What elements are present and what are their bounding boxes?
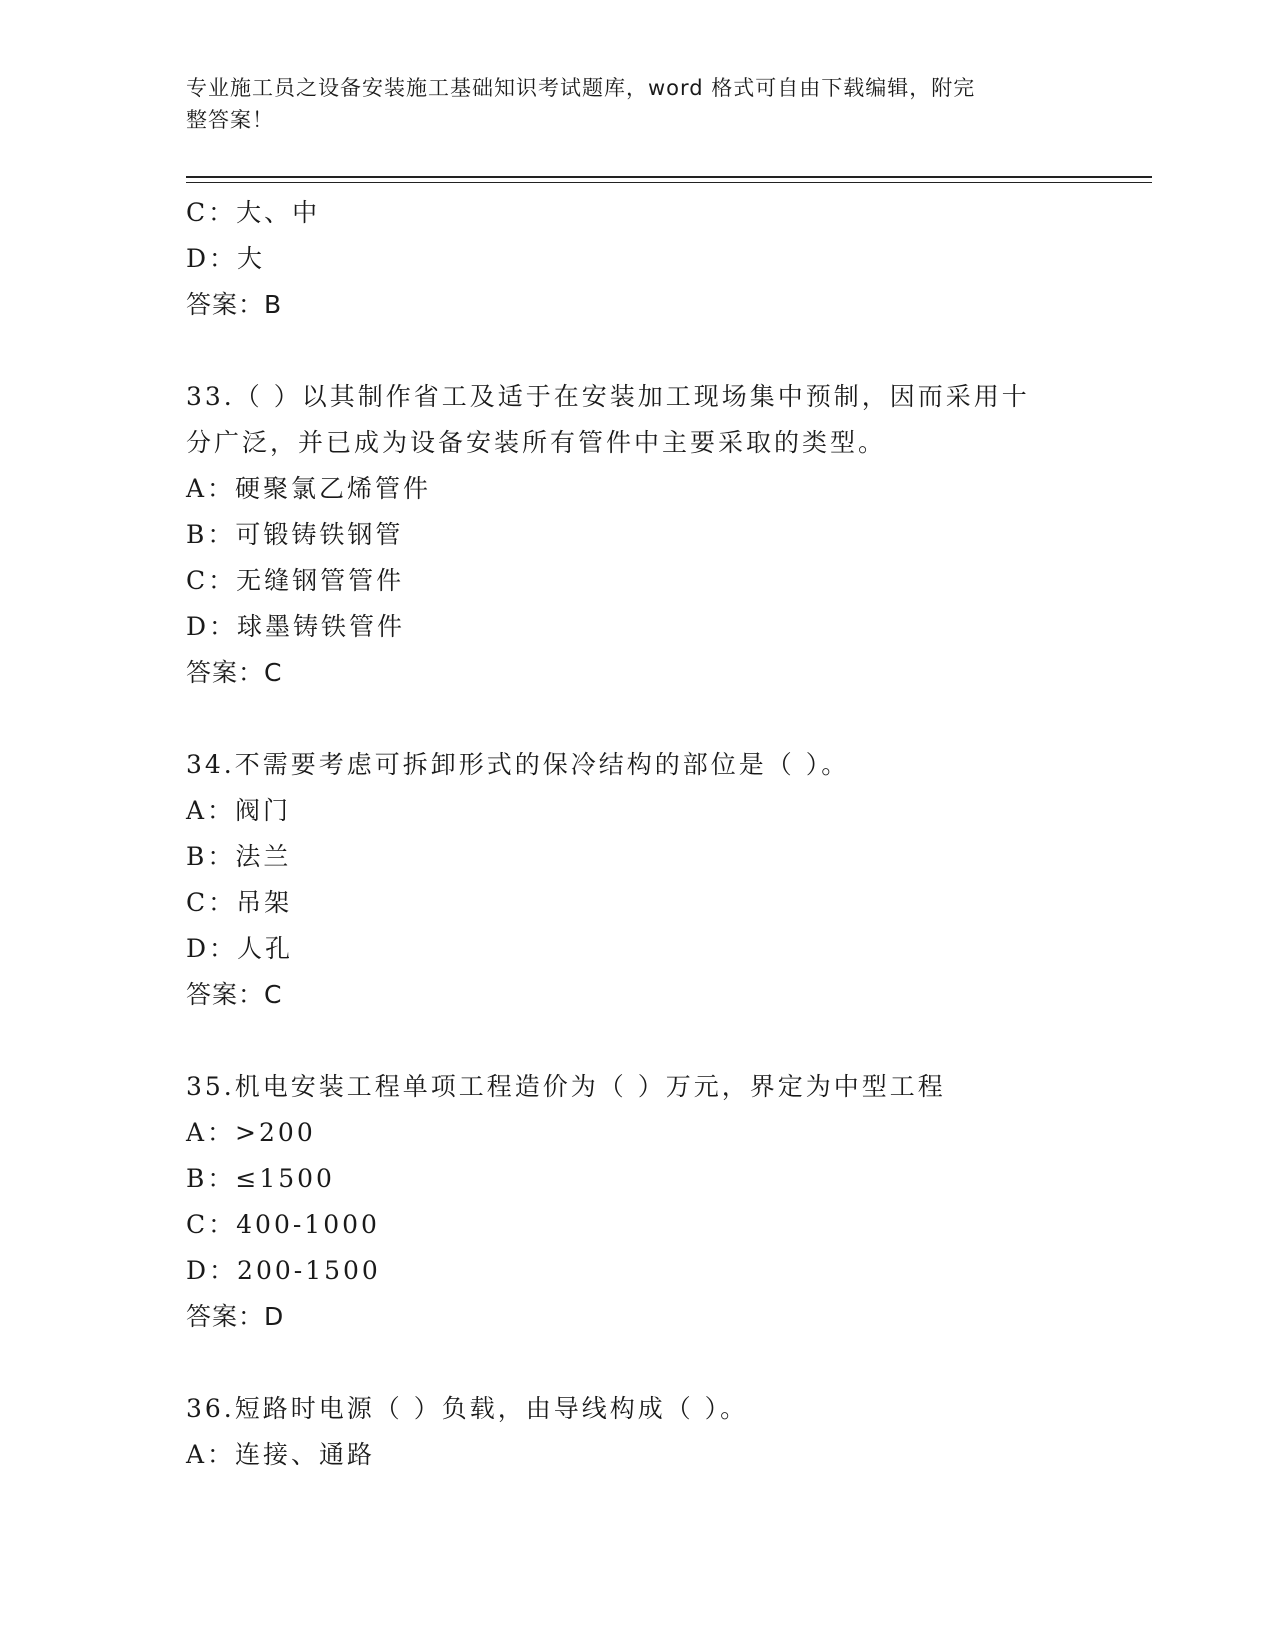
spacer: [186, 696, 1086, 742]
answer: 答案：C: [186, 980, 283, 1009]
spacer: [186, 1340, 1086, 1386]
question-36: [186, 1386, 1086, 1478]
spacer: [186, 328, 1086, 374]
question-stem: 34.不需要考虑可拆卸形式的保冷结构的部位是（ ）。: [186, 750, 850, 779]
option-c: C：无缝钢管管件: [186, 566, 405, 595]
option-c: C：400-1000: [186, 1210, 380, 1239]
document-header: [186, 72, 1066, 136]
option-a: A：连接、通路: [186, 1440, 376, 1469]
question-stem-continued: 分广泛，并已成为设备安装所有管件中主要采取的类型。: [186, 428, 887, 457]
question-35: [186, 1064, 1086, 1340]
answer: 答案：D: [186, 1302, 285, 1331]
option-b: B：≤1500: [186, 1164, 335, 1193]
option-a: A：>200: [186, 1118, 316, 1147]
answer: 答案：C: [186, 658, 283, 687]
option-c: C：大、中: [186, 198, 321, 227]
option-d: D：球墨铸铁管件: [186, 612, 406, 641]
question-33: [186, 374, 1086, 696]
question-stem: 33.（ ）以其制作省工及适于在安装加工现场集中预制，因而采用十: [186, 382, 1030, 411]
answer: 答案：B: [186, 290, 283, 319]
question-stem: 35.机电安装工程单项工程造价为（ ）万元，界定为中型工程: [186, 1072, 946, 1101]
option-b: B：可锻铸铁钢管: [186, 520, 404, 549]
option-d: D：200-1500: [186, 1256, 381, 1285]
question-stem: 36.短路时电源（ ）负载，由导线构成（ ）。: [186, 1394, 749, 1423]
header-rule-thin: [186, 182, 1152, 183]
question-32-tail: [186, 190, 1086, 328]
option-a: A：硬聚氯乙烯管件: [186, 474, 432, 503]
option-d: D：人孔: [186, 934, 294, 963]
spacer: [186, 1018, 1086, 1064]
header-line-2: 整答案！: [186, 108, 274, 132]
option-d: D：大: [186, 244, 266, 273]
option-b: B：法兰: [186, 842, 292, 871]
header-line-1: 专业施工员之设备安装施工基础知识考试题库，word 格式可自由下载编辑，附完: [186, 76, 976, 100]
question-list: [186, 190, 1086, 1478]
header-rule-thick: [186, 176, 1152, 178]
question-34: [186, 742, 1086, 1018]
option-a: A：阀门: [186, 796, 292, 825]
option-c: C：吊架: [186, 888, 293, 917]
